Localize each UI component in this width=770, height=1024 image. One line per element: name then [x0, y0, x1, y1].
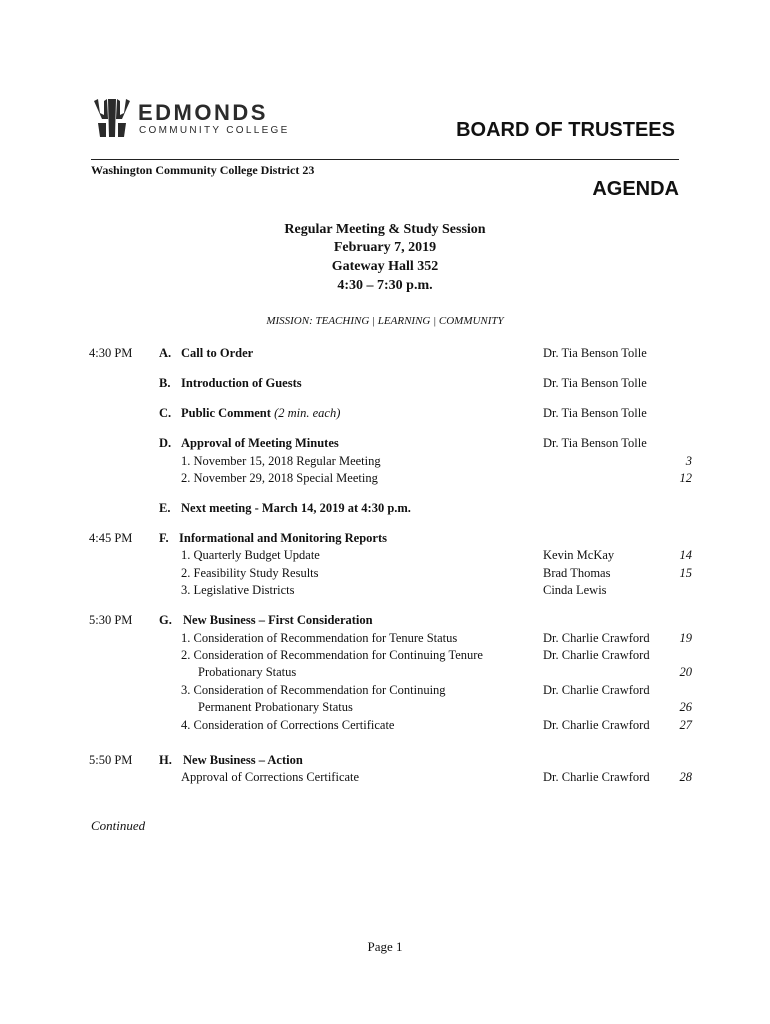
sub-item: 4. Consideration of Corrections Certificate [181, 718, 395, 732]
item-title: Public Comment [181, 406, 271, 420]
item-title-line [181, 406, 340, 421]
logo-subtitle: COMMUNITY COLLEGE [139, 125, 290, 136]
item-note: (2 min. each) [274, 406, 341, 420]
header-divider [91, 159, 679, 160]
sub-item: 1. Consideration of Recommendation for Tenure Status [181, 631, 458, 645]
item-title: Call to Order [181, 346, 254, 360]
page-ref: 20 [679, 665, 692, 679]
item-letter: C. [159, 406, 172, 420]
item-letter: F. [159, 531, 169, 545]
item-title: New Business – First Consideration [183, 613, 373, 627]
presenter: Brad Thomas [543, 566, 611, 580]
page-ref: 15 [679, 566, 692, 580]
item-title: New Business – Action [183, 753, 303, 767]
sub-item: 1. Quarterly Budget Update [181, 548, 320, 562]
page-ref: 19 [679, 631, 692, 645]
presenter: Dr. Charlie Crawford [543, 631, 650, 645]
sub-item: 2. Consideration of Recommendation for Continuing Tenure [181, 648, 483, 662]
logo-wordmark: EDMONDS [138, 100, 268, 125]
item-title: Approval of Meeting Minutes [181, 436, 339, 450]
meeting-date: February 7, 2019 [333, 240, 437, 255]
meeting-time: 4:30 – 7:30 p.m. [337, 278, 433, 293]
item-letter: G. [159, 613, 172, 627]
item-title: Informational and Monitoring Reports [179, 531, 387, 545]
sub-item: 1. November 15, 2018 Regular Meeting [181, 454, 381, 468]
sub-item-continuation: Permanent Probationary Status [198, 700, 353, 714]
presenter: Dr. Charlie Crawford [543, 683, 650, 697]
page-ref: 27 [679, 718, 692, 732]
board-title: BOARD OF TRUSTEES [456, 119, 675, 141]
item-title: Next meeting - March 14, 2019 at 4:30 p.m. [181, 501, 411, 515]
presenter: Dr. Tia Benson Tolle [543, 436, 647, 450]
item-title: Introduction of Guests [181, 376, 302, 390]
sub-item: 2. November 29, 2018 Special Meeting [181, 471, 378, 485]
presenter: Dr. Tia Benson Tolle [543, 376, 647, 390]
presenter: Dr. Tia Benson Tolle [543, 406, 647, 420]
item-letter: A. [159, 346, 172, 360]
sub-item: Approval of Corrections Certificate [181, 770, 360, 784]
meeting-location: Gateway Hall 352 [331, 259, 439, 274]
presenter: Dr. Charlie Crawford [543, 718, 650, 732]
item-letter: E. [159, 501, 171, 515]
item-letter: B. [159, 376, 171, 390]
continued-note: Continued [91, 818, 146, 833]
presenter: Cinda Lewis [543, 583, 607, 597]
page-ref: 12 [679, 471, 692, 485]
page-ref: 28 [679, 770, 692, 784]
page-ref: 3 [685, 454, 692, 468]
presenter: Dr. Tia Benson Tolle [543, 346, 647, 360]
sub-item-continuation: Probationary Status [198, 665, 297, 679]
time-slot: 5:30 PM [89, 613, 133, 627]
presenter: Dr. Charlie Crawford [543, 648, 650, 662]
item-letter: H. [159, 753, 172, 767]
presenter: Kevin McKay [543, 548, 615, 562]
item-letter: D. [159, 436, 172, 450]
college-logo-mark [92, 97, 132, 137]
agenda-title: AGENDA [592, 178, 679, 200]
meeting-title: Regular Meeting & Study Session [284, 222, 486, 237]
sub-item: 3. Consideration of Recommendation for Continuing [181, 683, 446, 697]
time-slot: 4:45 PM [89, 531, 133, 545]
mission-statement: MISSION: TEACHING | LEARNING | COMMUNITY [266, 315, 504, 327]
district-name: Washington Community College District 23 [91, 163, 315, 177]
sub-item: 3. Legislative Districts [181, 583, 295, 597]
page-ref: 26 [679, 700, 692, 714]
sub-item: 2. Feasibility Study Results [181, 566, 319, 580]
time-slot: 5:50 PM [89, 753, 133, 767]
page-number: Page 1 [367, 939, 403, 954]
page-ref: 14 [679, 548, 692, 562]
presenter: Dr. Charlie Crawford [543, 770, 650, 784]
time-slot: 4:30 PM [89, 346, 133, 360]
